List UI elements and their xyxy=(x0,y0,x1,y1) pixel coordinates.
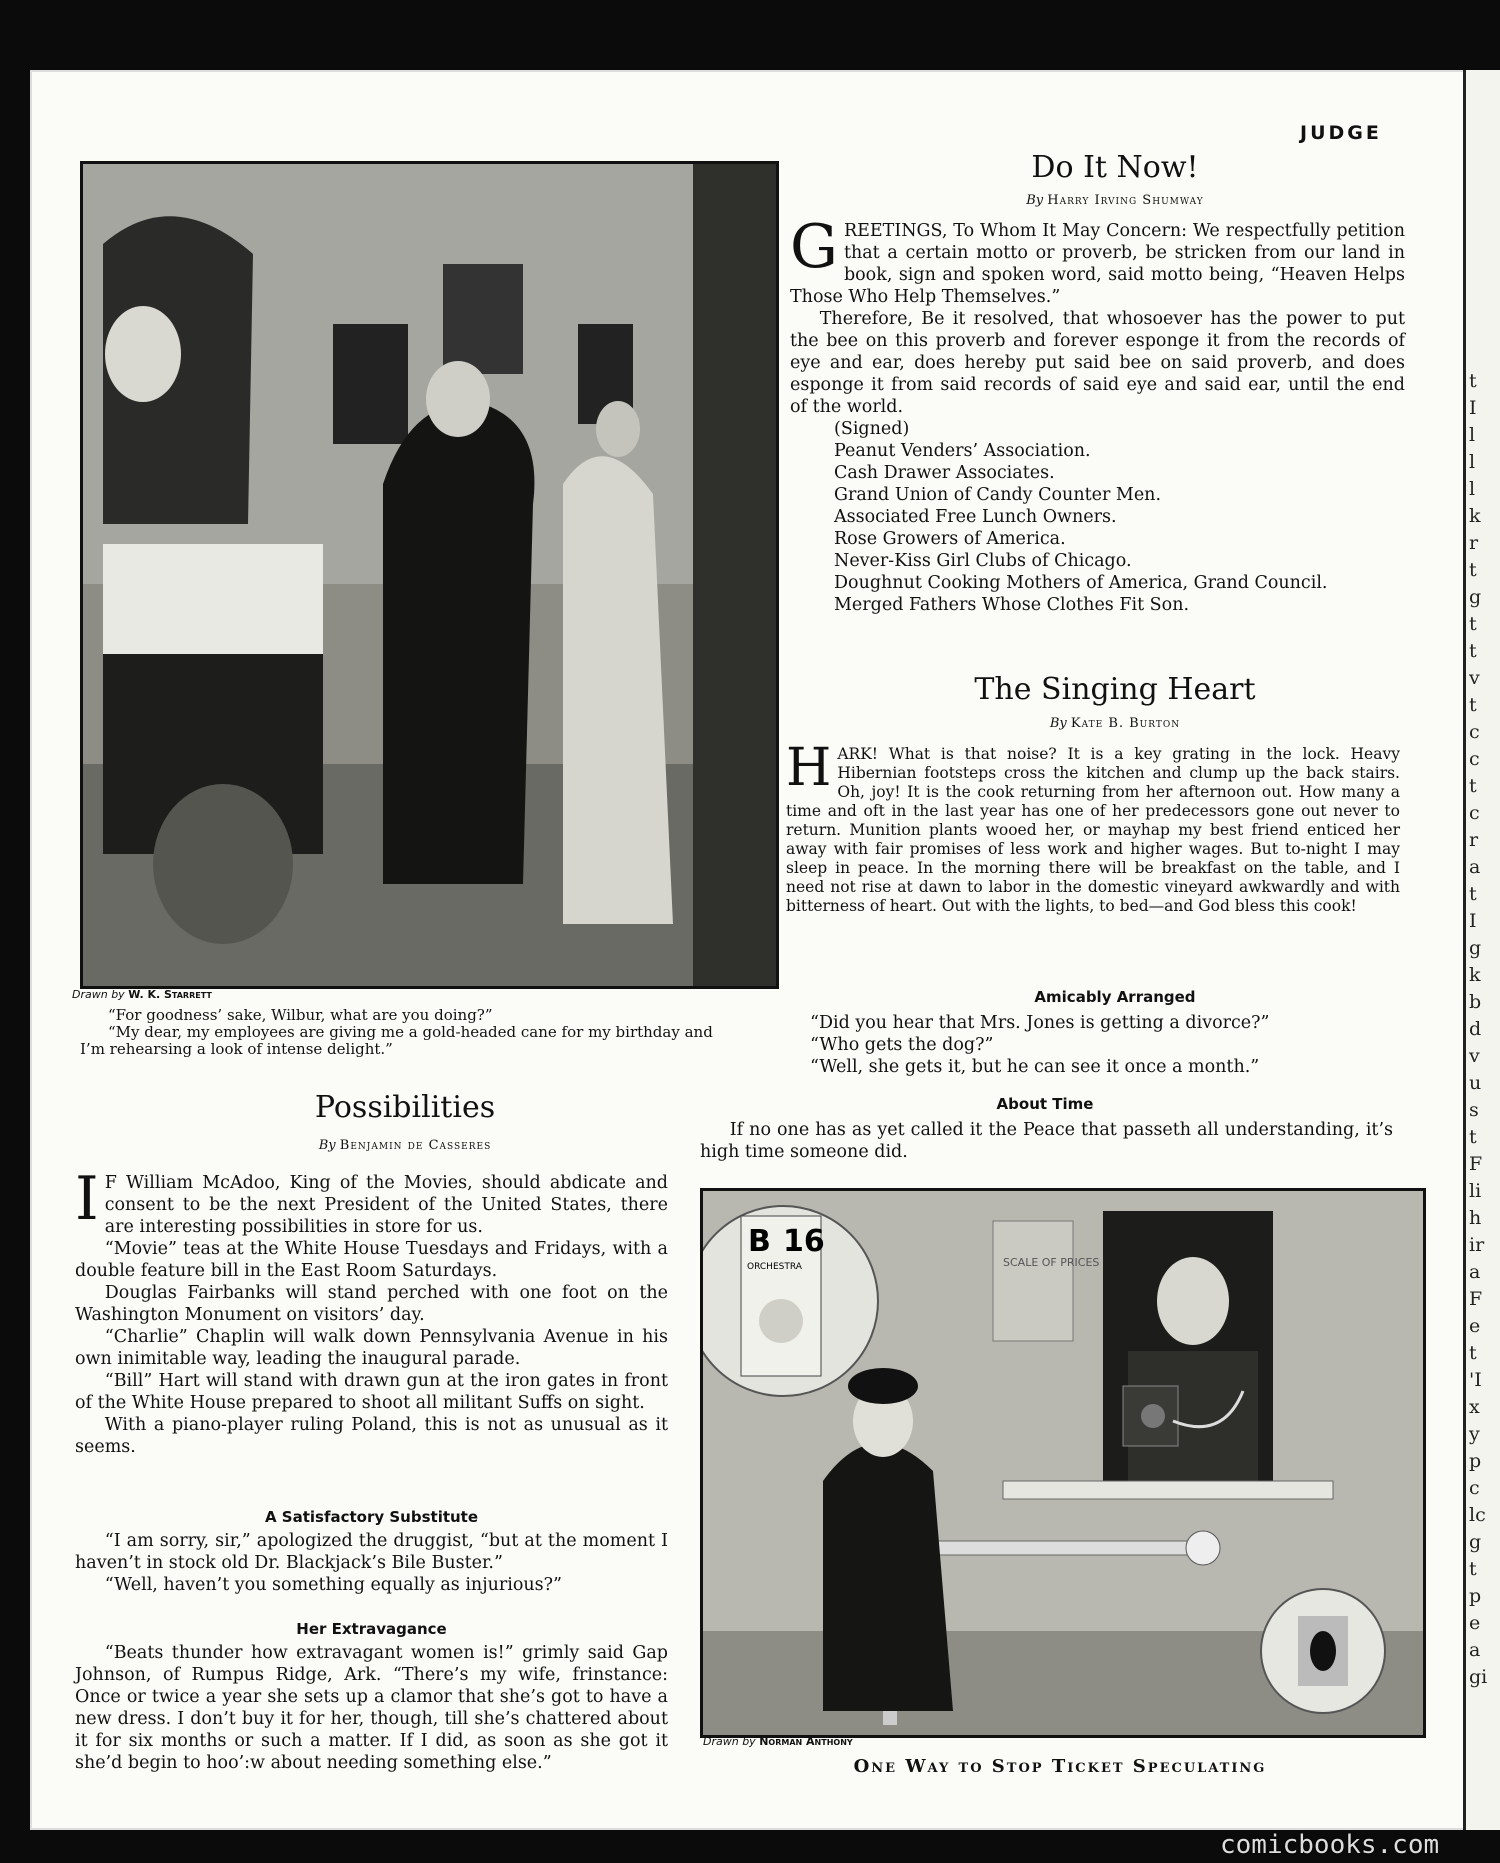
signatory-item: Doughnut Cooking Mothers of America, Grand Council. xyxy=(834,573,1328,593)
adjacent-page-letter: t xyxy=(1469,370,1477,392)
parlor-scene-drawing xyxy=(83,164,776,986)
joke-substitute: “I am sorry, sir,” apologized the druggist, “but at the moment I haven’t in stock old Dr. Blackjack’s Bile Buster.” “Well, haven’t you something equally as injurious?” xyxy=(75,1531,668,1595)
adjacent-page-letter: g xyxy=(1469,586,1482,608)
signatory-item: Rose Growers of America. xyxy=(834,529,1066,549)
joke-about-time: If no one has as yet called it the Peace that passeth all understanding, it’s high time someone did. xyxy=(700,1120,1393,1162)
adjacent-page-letter: c xyxy=(1469,748,1480,770)
signatory-item: Peanut Venders’ Association. xyxy=(834,441,1091,461)
adjacent-page-letter: g xyxy=(1469,1531,1482,1553)
adjacent-page-letter: F xyxy=(1469,1153,1483,1175)
illustration-credit-2: Drawn by Norman Anthony xyxy=(703,1735,853,1748)
watermark: comicbooks.com xyxy=(1220,1830,1440,1860)
sign-subtext: ORCHESTRA xyxy=(747,1262,802,1272)
article-body-possibilities: I F William McAdoo, King of the Movies, should abdicate and consent to be the next President of the United States, there are interesting possibilities in store for us. “Movie” teas at the White House Tuesdays and Fridays, with a double feature bill in the East Room Saturdays. Douglas Fairbanks will stand perched with one foot on the Washington Monument on visitors’ day. “Charlie” Chaplin will walk down Pennsylvania Avenue in his own inimitable way, leading the inaugural parade. “Bill” Hart will stand with drawn gun at the iron gates in front of the White House prepared to shoot all militant Suffs on sight. With a piano-player ruling Poland, this is not as unusual as it seems. xyxy=(75,1164,668,1457)
adjacent-page-letter: t xyxy=(1469,559,1477,581)
signatory-item: Associated Free Lunch Owners. xyxy=(834,507,1117,527)
poster-text: SCALE OF PRICES xyxy=(1003,1256,1100,1269)
adjacent-page-letter: y xyxy=(1469,1423,1480,1445)
adjacent-page-letter: I xyxy=(1469,397,1477,419)
adjacent-page-letter: a xyxy=(1469,1261,1481,1283)
dropcap: G xyxy=(790,212,838,282)
adjacent-page-letter: a xyxy=(1469,1639,1481,1661)
adjacent-page-letter: l xyxy=(1469,424,1476,446)
adjacent-page-letter: t xyxy=(1469,1126,1477,1148)
adjacent-page-letter: l xyxy=(1469,451,1476,473)
adjacent-page-letter: g xyxy=(1469,937,1482,959)
signatory-item: Grand Union of Candy Counter Men. xyxy=(834,485,1162,505)
signatory-item: Never-Kiss Girl Clubs of Chicago. xyxy=(834,551,1132,571)
dialogue-line: “Well, she gets it, but he can see it once a month.” xyxy=(810,1057,1260,1077)
signatory-item: Cash Drawer Associates. xyxy=(834,463,1055,483)
adjacent-page-letter: u xyxy=(1469,1072,1482,1094)
article-title-possibilities: Possibilities xyxy=(314,1090,496,1125)
running-head: JUDGE xyxy=(1300,122,1382,144)
dropcap: I xyxy=(75,1164,99,1234)
adjacent-page-letter: c xyxy=(1469,1477,1480,1499)
adjacent-page-letter: c xyxy=(1469,721,1480,743)
ticket-window-drawing xyxy=(703,1191,1423,1735)
adjacent-page-letter: t xyxy=(1469,775,1477,797)
dropcap: H xyxy=(786,738,832,798)
subhead-extravagance: Her Extravagance xyxy=(296,1620,447,1638)
adjacent-page-letter: t xyxy=(1469,694,1477,716)
adjacent-page-letter: lc xyxy=(1469,1504,1486,1526)
subhead-amicably: Amicably Arranged xyxy=(1034,988,1196,1006)
signatory-item: Merged Fathers Whose Clothes Fit Son. xyxy=(834,595,1190,615)
adjacent-page-letter: F xyxy=(1469,1288,1483,1310)
article-title-do-it-now: Do It Now! xyxy=(1031,150,1199,185)
sign-number: 16 xyxy=(783,1224,825,1259)
adjacent-page-letter: v xyxy=(1469,1045,1480,1067)
adjacent-page-letter: l xyxy=(1469,478,1476,500)
adjacent-page-letter: li xyxy=(1469,1180,1482,1202)
adjacent-page-letter: e xyxy=(1469,1315,1481,1337)
adjacent-page-letter: a xyxy=(1469,856,1481,878)
illustration-caption-2: One Way to Stop Ticket Speculating xyxy=(853,1756,1267,1777)
adjacent-page-letter: h xyxy=(1469,1207,1482,1229)
subhead-about-time: About Time xyxy=(996,1095,1094,1113)
illustration-credit: Drawn by W. K. Starrett xyxy=(72,988,212,1001)
adjacent-page-letter: v xyxy=(1469,667,1480,689)
adjacent-page-letter: b xyxy=(1469,991,1482,1013)
signatory-list xyxy=(790,418,1405,616)
adjacent-page-letter: c xyxy=(1469,802,1480,824)
adjacent-page-letter: t xyxy=(1469,1342,1477,1364)
adjacent-page-letter: I xyxy=(1469,910,1477,932)
joke-extravagance: “Beats thunder how extravagant women is!” grimly said Gap Johnson, of Rumpus Ridge, Ark. “There’s my wife, frinstance: Once or twice a year she sets up a clamor that she’s got to have a new dress. I don’t buy it for her, though, till she’s chattered about it for six months or such a matter. If I did, as soon as she got it she’d begin to hoo’:w about needing something else.” xyxy=(75,1643,668,1773)
adjacent-page-letter: k xyxy=(1469,505,1481,527)
joke-amicably xyxy=(810,1012,1410,1078)
adjacent-page-edge xyxy=(1463,70,1500,1830)
adjacent-page-letter: p xyxy=(1469,1450,1482,1472)
adjacent-page-letter: 'I xyxy=(1469,1369,1482,1391)
adjacent-page-letter: t xyxy=(1469,613,1477,635)
dialogue-line: “Who gets the dog?” xyxy=(810,1035,994,1055)
article-body-do-it-now: GREETINGS, To Whom It May Concern: We respectfully petition that a certain motto or proverb, be stricken from our land in book, sign and spoken word, said motto being, “Heaven Helps Those Who Help Themselves.” Therefore, Be it resolved, that whosoever has the power to put the bee on this proverb and forever esponge it from the records of eye and ear, does hereby put said bee on said proverb, and does esponge it from said records of said eye and said ear, until the end of the world. (Signed) Peanut Venders’ Association. Cash Drawer Associates. Grand Union of Candy Counter Men. Associated Free Lunch Owners. Rose Growers of America. Never-Kiss Girl Clubs of Chicago. Doughnut Cooking Mothers of America, Grand Council. Merged Fathers Whose Clothes Fit Son. xyxy=(790,212,1405,615)
article-body-singing-heart: HARK! What is that noise? It is a key grating in the lock. Heavy Hibernian footsteps cross the kitchen and clump up the back stairs. Oh, joy! It is the cook returning from her afternoon out. How many a time and oft in the last year has one of her predecessors gone out never to return. Munition plants wooed her, or mayhap my best friend enticed her away with fair promises of less work and higher wages. But to-night I may sleep in peace. In the morning there will be breakfast on the table, and I need not rise at dawn to labor in the domestic vineyard awkwardly and with bitterness of heart. Out with the lights, to bed—and God bless this cook! xyxy=(786,738,1400,915)
adjacent-page-letter: r xyxy=(1469,532,1479,554)
byline-de-casseres: By Benjamin de Casseres xyxy=(318,1138,492,1153)
sign-letter: B xyxy=(748,1224,771,1259)
adjacent-page-letter: r xyxy=(1469,829,1479,851)
adjacent-page-letter: x xyxy=(1469,1396,1480,1418)
byline-burton: By Kate B. Burton xyxy=(1049,716,1181,731)
subhead-substitute: A Satisfactory Substitute xyxy=(264,1508,479,1526)
dialogue-line: “Did you hear that Mrs. Jones is getting a divorce?” xyxy=(810,1013,1270,1033)
adjacent-page-letter: d xyxy=(1469,1018,1482,1040)
illustration-anthony xyxy=(700,1188,1426,1738)
adjacent-page-letter: s xyxy=(1469,1099,1479,1121)
adjacent-page-letter: t xyxy=(1469,883,1477,905)
byline-shumway: By Harry Irving Shumway xyxy=(1026,193,1204,208)
adjacent-page-letter: e xyxy=(1469,1612,1481,1634)
adjacent-page-letter: t xyxy=(1469,1558,1477,1580)
signatory-item: (Signed) xyxy=(834,419,910,439)
adjacent-page-letter: k xyxy=(1469,964,1481,986)
illustration-starrett xyxy=(80,161,779,989)
article-title-singing-heart: The Singing Heart xyxy=(974,672,1256,707)
caption-line-1: “For goodness’ sake, Wilbur, what are you doing?” xyxy=(108,1006,493,1024)
adjacent-page-letter: gi xyxy=(1469,1666,1488,1688)
caption-line-2: “My dear, my employees are giving me a gold-headed cane for my birthday and I’m rehearsing a look of intense delight.” xyxy=(80,1023,713,1058)
illustration-caption xyxy=(80,1007,720,1058)
adjacent-page-letter: t xyxy=(1469,640,1477,662)
adjacent-page-letter: ir xyxy=(1469,1234,1485,1256)
adjacent-page-letter: p xyxy=(1469,1585,1482,1607)
